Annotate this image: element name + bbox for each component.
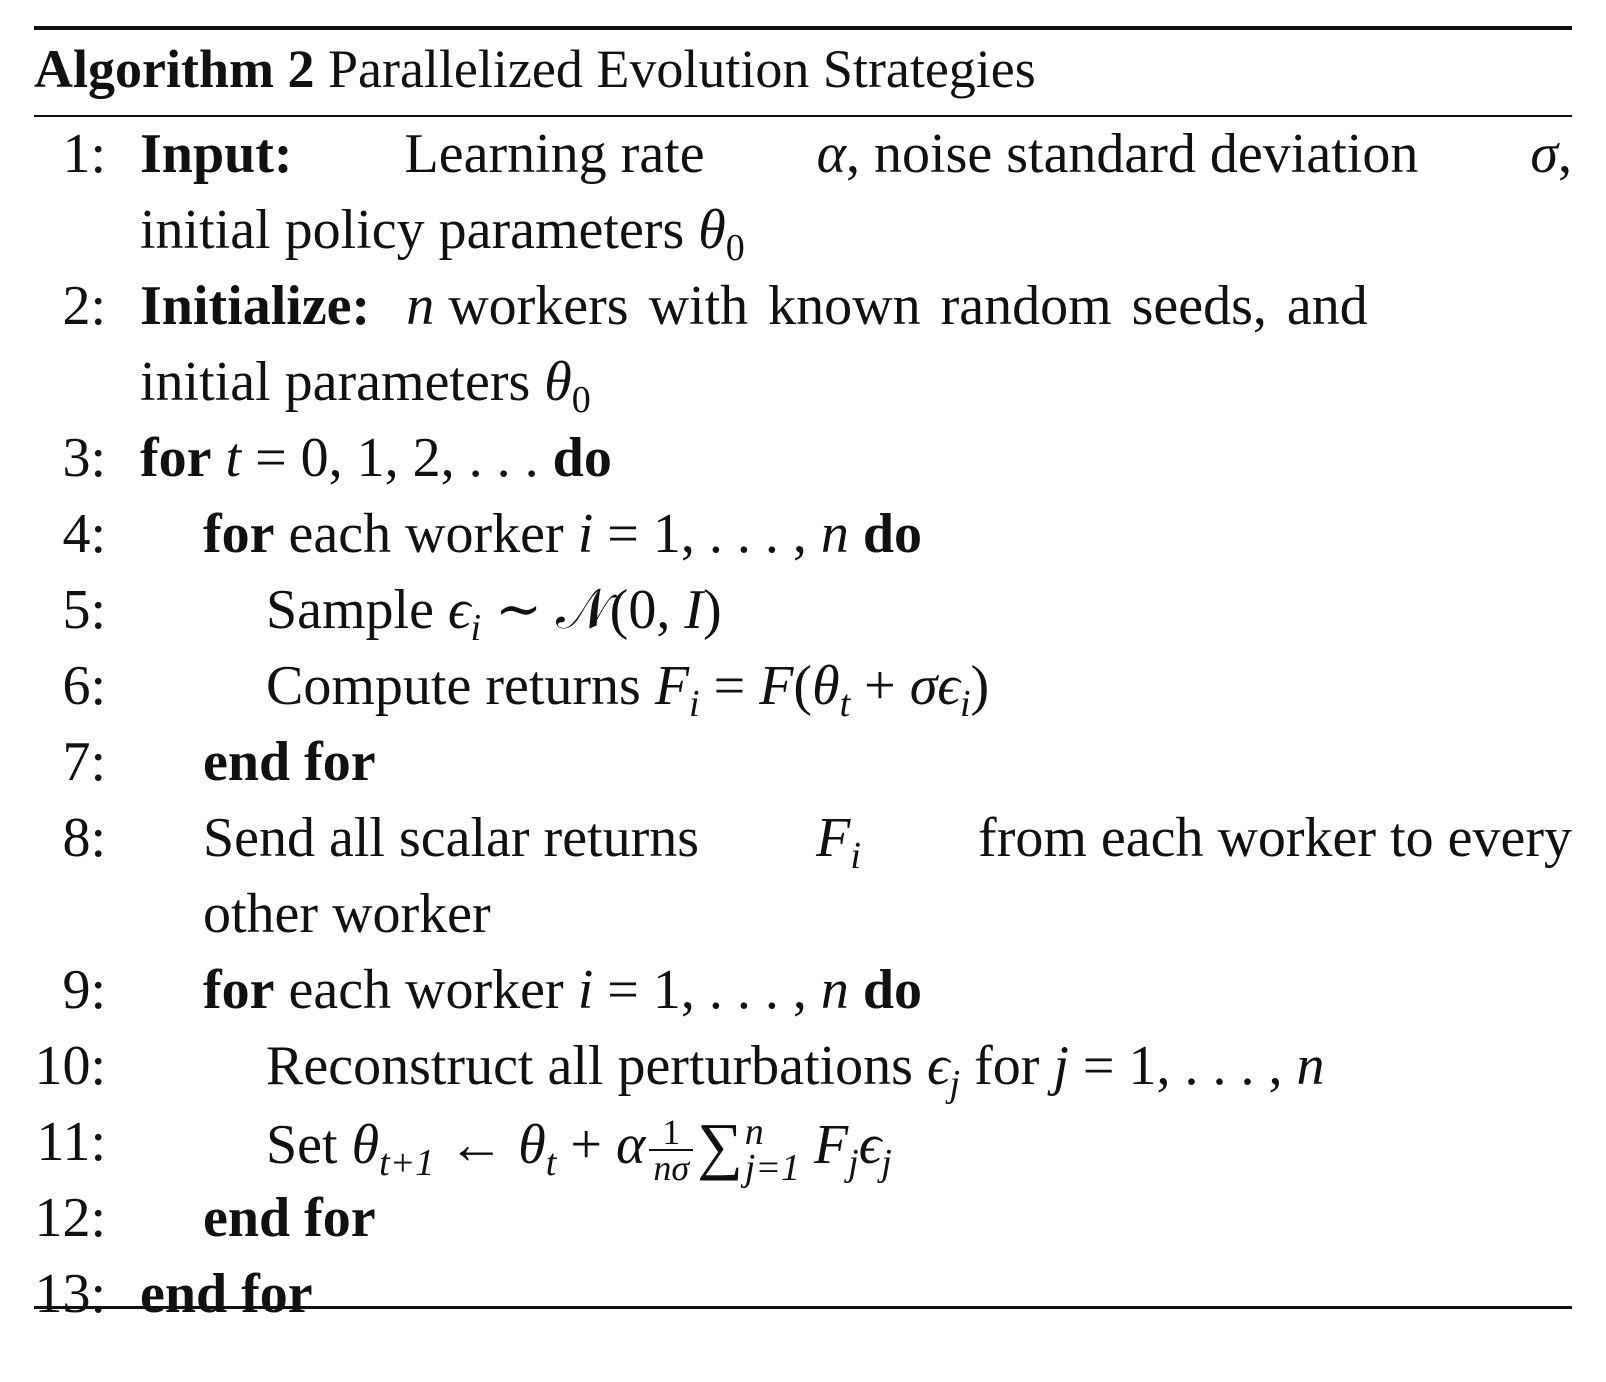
math-identity: I [684,579,703,641]
math-epsilon: ϵ [926,1035,950,1097]
text: Send all scalar returns [203,807,700,869]
line-body [140,420,612,496]
line-body [266,572,722,648]
math-sub: t+1 [379,1142,435,1184]
keyword-for: for [203,959,275,1021]
math-i: i [577,503,594,565]
algorithm-title: Parallelized Evolution Strategies [327,39,1036,99]
math-F: F [813,1114,849,1176]
line-number: 8: [62,807,106,869]
sum-upper: n [744,1111,764,1154]
math-sub: t [545,1142,557,1184]
sum-lower: j=1 [744,1147,800,1190]
keyword-end-for: end for [203,731,376,793]
keyword-do: do [848,503,922,565]
math-paren: ( [793,655,813,717]
keyword-end-for: end for [203,1187,376,1249]
math-i: i [577,959,594,1021]
math-epsilon: ϵ [447,579,471,641]
math-n: n [406,275,435,337]
math-paren: ) [702,579,722,641]
math-alpha: α, noise standard deviation [816,123,1419,185]
math-F: F [759,655,794,717]
line-body [140,192,745,268]
math-theta: θ [518,1114,546,1176]
text: each worker [274,959,578,1021]
math-sub: t [839,683,851,725]
line-number: 7: [62,731,106,793]
line-number: 12: [34,1187,106,1249]
math-range: = 1, . . . , [593,959,821,1021]
math-theta: θ [698,199,726,261]
algorithm-caption [34,34,1036,104]
math-epsilon: ϵ [937,655,960,717]
algo-line-2 [34,268,1572,344]
line-body [203,496,922,572]
algo-line-1-cont [34,192,1572,268]
math-paren: ) [970,655,990,717]
text: workers with known random seeds, and [448,275,1368,337]
algo-line-3 [34,420,1572,496]
line-number: 3: [62,427,106,489]
algo-line-7 [34,724,1572,800]
text: Sample [266,579,448,641]
algo-line-11 [34,1104,1572,1190]
math-sigma: σ, [1530,123,1572,185]
line-number: 4: [62,503,106,565]
math-arrow: ← [434,1114,519,1176]
algo-line-10 [34,1028,1572,1104]
line-number: 5: [62,579,106,641]
line-number: 10: [34,1035,106,1097]
algo-line-13 [34,1256,1572,1332]
line-body [266,1028,1325,1104]
math-epsilon: ϵ [858,1114,882,1176]
math-sub: 0 [571,379,591,421]
algo-line-9 [34,952,1572,1028]
math-theta: θ [812,655,840,717]
math-n: n [1296,1035,1325,1097]
line-body [140,268,1572,344]
line-body [140,116,1572,192]
fraction-denominator: nσ [653,1148,690,1189]
math-theta: θ [351,1114,380,1176]
math-sub: i [689,683,700,725]
math-plus: + [850,655,910,717]
line-number: 13: [34,1263,106,1325]
math-sub: j [881,1142,892,1184]
math-alpha: α [615,1114,646,1176]
sum-limits [744,1111,800,1190]
line-body [203,800,1572,876]
algo-line-5 [34,572,1572,648]
math-sub: j [848,1142,859,1184]
algo-line-12 [34,1180,1572,1256]
math-sub: j [949,1063,961,1105]
math-t: t [225,427,242,489]
line-number: 6: [62,655,106,717]
math-theta: θ [544,351,572,413]
text: Set [266,1114,352,1176]
keyword-initialize: Initialize: [140,275,371,337]
math-F: F [654,655,690,717]
keyword-do: do [848,959,922,1021]
line-body [203,952,922,1028]
line-number: 2: [62,275,106,337]
keyword-input: Input: [140,123,293,185]
algo-line-2-cont [34,344,1572,420]
math-range: = 0, 1, 2, . . . [241,427,553,489]
text: each worker [274,503,578,565]
text: initial policy parameters [140,199,685,261]
keyword-end-for: end for [140,1263,313,1325]
text: Reconstruct all perturbations [266,1035,927,1097]
line-number: 11: [36,1111,106,1173]
keyword-do: do [552,427,612,489]
algo-line-8 [34,800,1572,876]
keyword-for: for [203,503,275,565]
algo-line-1 [34,116,1572,192]
math-sub: i [959,683,971,725]
line-body [266,648,989,724]
math-fraction [649,1112,693,1189]
bottom-rule [34,1306,1572,1309]
line-number: 9: [62,959,106,1021]
math-n: n [820,959,849,1021]
math-sub: i [470,607,482,649]
math-sigma: σ [909,655,938,717]
top-rule [34,26,1572,30]
line-body [140,344,591,420]
math-n: n [820,503,849,565]
math-j: j [1053,1035,1069,1097]
math-Fi: $F_i$ [816,807,861,877]
math-sub: 0 [725,227,745,269]
math-range: = 1, . . . , [593,503,821,565]
line-body [266,1104,892,1190]
text: other worker [203,883,491,945]
fraction-numerator: 1 [649,1115,693,1151]
math-eq: = [699,655,760,717]
algo-line-6 [34,648,1572,724]
math-normal: ∼ 𝒩(0, [481,579,685,641]
text: from each worker to every [978,807,1572,869]
keyword-for: for [140,427,212,489]
math-sum: ∑ [697,1110,743,1181]
algorithm-label: Algorithm 2 [34,39,315,99]
text: Learning rate [404,123,705,185]
text: initial parameters [140,351,531,413]
algo-line-4 [34,496,1572,572]
text: for [960,1035,1054,1097]
algo-line-8-cont [34,876,1572,952]
text: Compute returns [266,655,655,717]
line-number: 1: [62,123,106,185]
math-range: = 1, . . . , [1068,1035,1297,1097]
math-plus: + [556,1114,616,1176]
